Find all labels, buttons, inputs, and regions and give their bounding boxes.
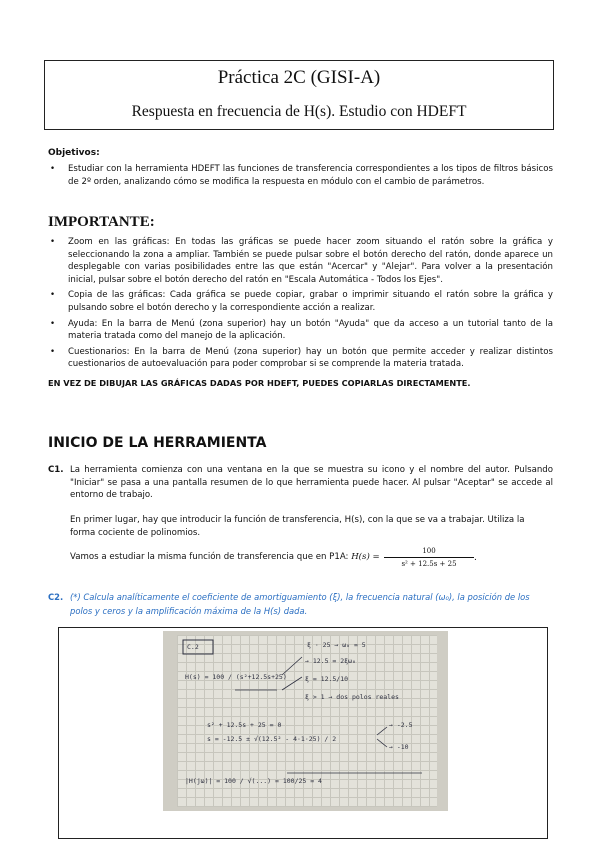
question-c1 bbox=[48, 464, 553, 502]
hw-line: ξ = 12.5/10 bbox=[305, 675, 349, 683]
transfer-function bbox=[384, 547, 474, 568]
tf-denominator: s² + 12.5s + 25 bbox=[401, 560, 457, 568]
hw-line: → -10 bbox=[389, 743, 409, 751]
importante-heading: IMPORTANTE: bbox=[48, 214, 155, 230]
question-number: C2. bbox=[48, 592, 64, 602]
hs-label: H(s) = bbox=[351, 552, 380, 562]
page-title: Práctica 2C (GISI-A) bbox=[217, 67, 381, 88]
tf-numerator: 100 bbox=[384, 547, 474, 558]
list-item: • Estudiar con la herramienta HDEFT las funciones de transferencia correspondientes a los tipos de filtros básicos de 2º orden, analizando cómo se modifica la respuesta en módulo con el cambio de parámetros. bbox=[50, 164, 553, 187]
period: . bbox=[474, 553, 477, 563]
bullet-icon: • bbox=[50, 237, 56, 247]
grid-paper bbox=[177, 635, 437, 807]
question-text: (*) Calcula analíticamente el coeficiente de amortiguamiento (ξ), la frecuencia natural (ω₀), la posición de los polos y ceros y la amplificación máxima de la H(s) dada. bbox=[70, 592, 530, 616]
bullet-icon: • bbox=[50, 290, 56, 301]
handwritten-answer-photo bbox=[163, 631, 448, 811]
inicio-heading: INICIO DE LA HERRAMIENTA bbox=[48, 435, 267, 451]
hw-line: → -2.5 bbox=[389, 721, 413, 729]
bullet-icon: • bbox=[50, 164, 56, 174]
importante-list bbox=[48, 236, 553, 374]
c1-paragraph: En primer lugar, hay que introducir la función de transferencia, H(s), con la que se va a trabajar. Utiliza la forma cociente de polinomios. bbox=[70, 515, 525, 538]
hw-line: → 12.5 = 2ξω₀ bbox=[305, 657, 356, 665]
objetivos-label: Objetivos: bbox=[48, 148, 100, 158]
hw-label: C.2 bbox=[187, 643, 199, 651]
hw-line: s² + 12.5s + 25 = 0 bbox=[207, 721, 282, 729]
list-item: • Cuestionarios: En la barra de Menú (zona superior) hay un botón que permite acceder y realizar distintos cuestionarios de autoevaluación para poder comprobar si se comprende la materia tratada. bbox=[50, 346, 553, 370]
arrow-stroke bbox=[377, 727, 387, 735]
bullet-icon: • bbox=[50, 318, 56, 329]
list-item: • Copia de las gráficas: Cada gráfica se puede copiar, grabar o imprimir situando el ratón sobre la gráfica y pulsando sobre el botón derecho y la correspondiente acción a realizar. bbox=[50, 290, 553, 313]
hw-line: s = -12.5 ± √(12.5² - 4·1·25) / 2 bbox=[207, 735, 337, 743]
importante-note: EN VEZ DE DIBUJAR LAS GRÁFICAS DADAS POR HDEFT, PUEDES COPIARLAS DIRECTAMENTE. bbox=[48, 378, 471, 388]
list-item: • Ayuda: En la barra de Menú (zona superior) hay un botón "Ayuda" que da acceso a un tutorial tanto de la materia tratada como del manejo de la aplicación. bbox=[50, 318, 553, 342]
hw-line: |H(jω)| = 100 / √(...) = 100/25 = 4 bbox=[185, 777, 322, 785]
c1-paragraph-tf: Vamos a estudiar la misma función de transferencia que en P1A: H(s) = bbox=[70, 552, 380, 562]
arrow-stroke bbox=[377, 739, 387, 747]
question-c2 bbox=[48, 590, 553, 618]
hw-line: ξ > 1 → dos polos reales bbox=[305, 693, 399, 701]
page-subtitle: Respuesta en frecuencia de H(s). Estudio con HDEFT bbox=[131, 103, 467, 120]
question-number: C1. bbox=[48, 465, 64, 475]
list-item: • Zoom en las gráficas: En todas las gráficas se puede hacer zoom situando el ratón sobre la gráfica y seleccionando la zona a ampliar. También se puede pulsar sobre el botón derecho del ratón, donde aparece un desplegable con varias posibilidades entre las que están "Acercar" y "Alejar". Para volver a la presentación inicial, pulsar sobre el botón derecho del ratón en "Escala Automática - Todos los Ejes". bbox=[50, 237, 553, 285]
objetivos-list bbox=[48, 163, 553, 191]
question-text: La herramienta comienza con una ventana en la que se muestra su icono y el nombre del autor. Pulsando "Iniciar" se pasa a una pantalla resumen de lo que herramienta puede hacer. Al pulsar "Aceptar" se accede al entorno de trabajo. bbox=[70, 465, 553, 501]
bullet-icon: • bbox=[50, 346, 56, 357]
hw-line: H(s) = 100 / (s²+12.5s+25) bbox=[185, 673, 287, 681]
hw-line: ξ · 25 → ω₀ = 5 bbox=[307, 641, 366, 649]
title-box bbox=[44, 60, 554, 130]
